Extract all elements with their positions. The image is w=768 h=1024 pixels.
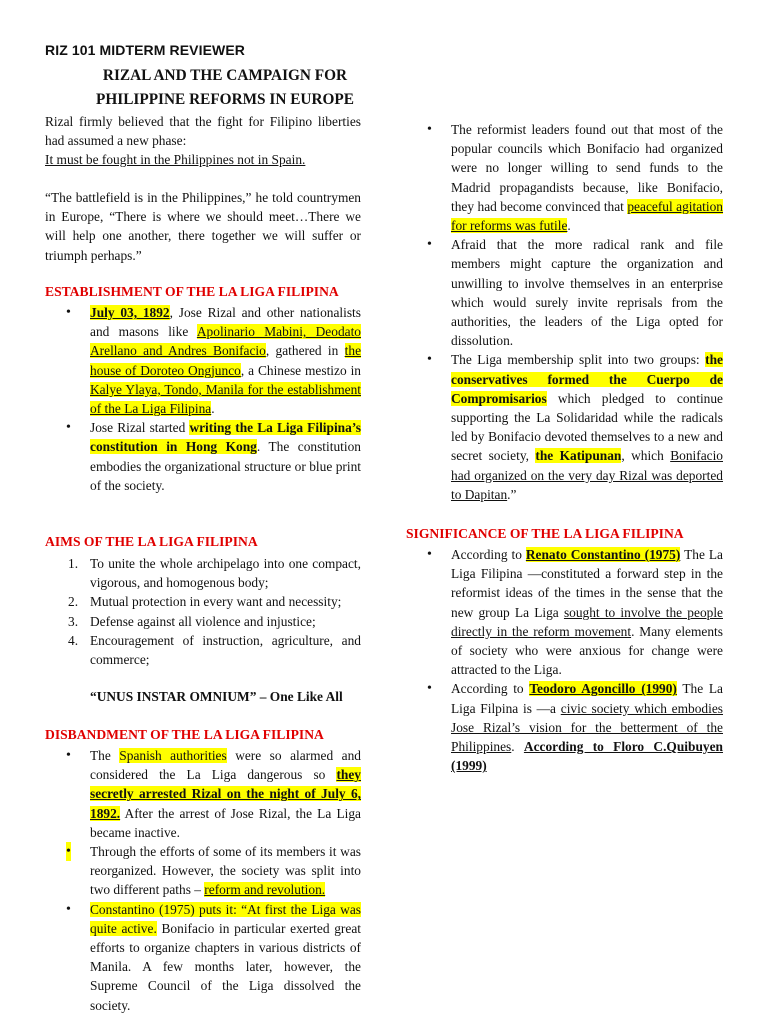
section-heading-aims: AIMS OF THE LA LIGA FILIPINA xyxy=(45,534,258,549)
list-item: • According to Teodoro Agoncillo (1990) The La Liga Filpina is —a civic society which embodies Jose Rizal’s vision for the betterment of the Philippines. According to Floro C.Quibuyen (1999) xyxy=(406,679,723,775)
document-title xyxy=(45,64,405,112)
list-item: • According to Renato Constantino (1975) The La Liga Filipina —constituted a forward step in the reformist ideas of the times in the sense that the new group La Liga sought to involve the people directly in the reform movement. Many elements of society who were anxious for change were attracted to the Liga. xyxy=(406,545,723,679)
section-heading-significance: SIGNIFICANCE OF THE LA LIGA FILIPINA xyxy=(406,526,684,541)
list-item: • The reformist leaders found out that most of the popular councils which Bonifacio had organized were no longer willing to send funds to the Madrid propagandists because, like Bonifacio, they had become convinced that peaceful agitation for reforms was futile. xyxy=(406,120,723,235)
significance-list xyxy=(406,545,723,775)
title-line-2: PHILIPPINE REFORMS IN EUROPE xyxy=(96,91,354,108)
list-item: • Through the efforts of some of its members it was reorganized. However, the society was split into two different paths – reform and revolution. xyxy=(45,842,361,900)
section-heading-establishment: ESTABLISHMENT OF THE LA LIGA FILIPINA xyxy=(45,284,339,299)
section-heading-disbandment: DISBANDMENT OF THE LA LIGA FILIPINA xyxy=(45,727,324,742)
intro-key-statement: It must be fought in the Philippines not in Spain. xyxy=(45,152,306,168)
intro-quote: “The battlefield is in the Philippines,” he told countrymen in Europe, “There is where we should meet…There we will help one another, there together we will suffer or triumph perhaps.” xyxy=(45,190,361,263)
list-item: • July 03, 1892, Jose Rizal and other nationalists and masons like Apolinario Mabini, Deodato Arellano and Andres Bonifacio, gathered in the house of Doroteo Ongjunco, a Chinese mestizo in Kalye Ylaya, Tondo, Manila for the establishment of the La Liga Filipina. xyxy=(45,303,361,418)
aims-motto: “UNUS INSTAR OMNIUM” – One Like All xyxy=(90,689,343,704)
list-item: 1. To unite the whole archipelago into one compact, vigorous, and homogenous body; xyxy=(68,556,361,591)
title-line-1: RIZAL AND THE CAMPAIGN FOR xyxy=(102,67,348,84)
disbandment-list-left xyxy=(45,746,361,1015)
aims-list xyxy=(45,554,361,669)
list-item: • Jose Rizal started writing the La Liga Filipina’s constitution in Hong Kong. The constitution embodies the organizational structure or blue print of the society. xyxy=(45,418,361,495)
list-item: • The Spanish authorities were so alarmed and considered the La Liga dangerous so they secretly arrested Rizal on the night of July 6, 1892. After the arrest of Jose Rizal, the La Liga became inactive. xyxy=(45,746,361,842)
intro-paragraph: Rizal firmly believed that the fight for Filipino liberties had assumed a new phase: It must be fought in the Philippines not in Spain. xyxy=(45,114,361,168)
list-item: • The Liga membership split into two groups: the conservatives formed the Cuerpo de Compromisarios which pledged to continue supporting the La Solidaridad while the radicals led by Bonifacio devoted themselves to a new and secret society, the Katipunan, which Bonifacio had organized on the very day Rizal was deported to Dapitan.” xyxy=(406,350,723,504)
list-item: 3. Defense against all violence and injustice; xyxy=(68,613,316,629)
list-item: • Constantino (1975) puts it: “At first the Liga was quite active. Bonifacio in particular exerted great efforts to organize chapters in various districts of Manila. A few months later, however, the Supreme Council of the Liga dissolved the society. xyxy=(45,900,361,1015)
list-item: 2. Mutual protection in every want and necessity; xyxy=(68,594,342,610)
disbandment-list-right xyxy=(406,120,723,504)
list-item: • Afraid that the more radical rank and file members might capture the organization and unwilling to involve themselves in an enterprise which would surely invite reprisals from the authorities, the leaders of the Liga opted for dissolution. xyxy=(406,235,723,350)
establishment-list xyxy=(45,303,361,495)
list-item: 4. Encouragement of instruction, agriculture, and commerce; xyxy=(68,632,361,668)
document-label: RIZ 101 MIDTERM REVIEWER xyxy=(45,42,245,58)
